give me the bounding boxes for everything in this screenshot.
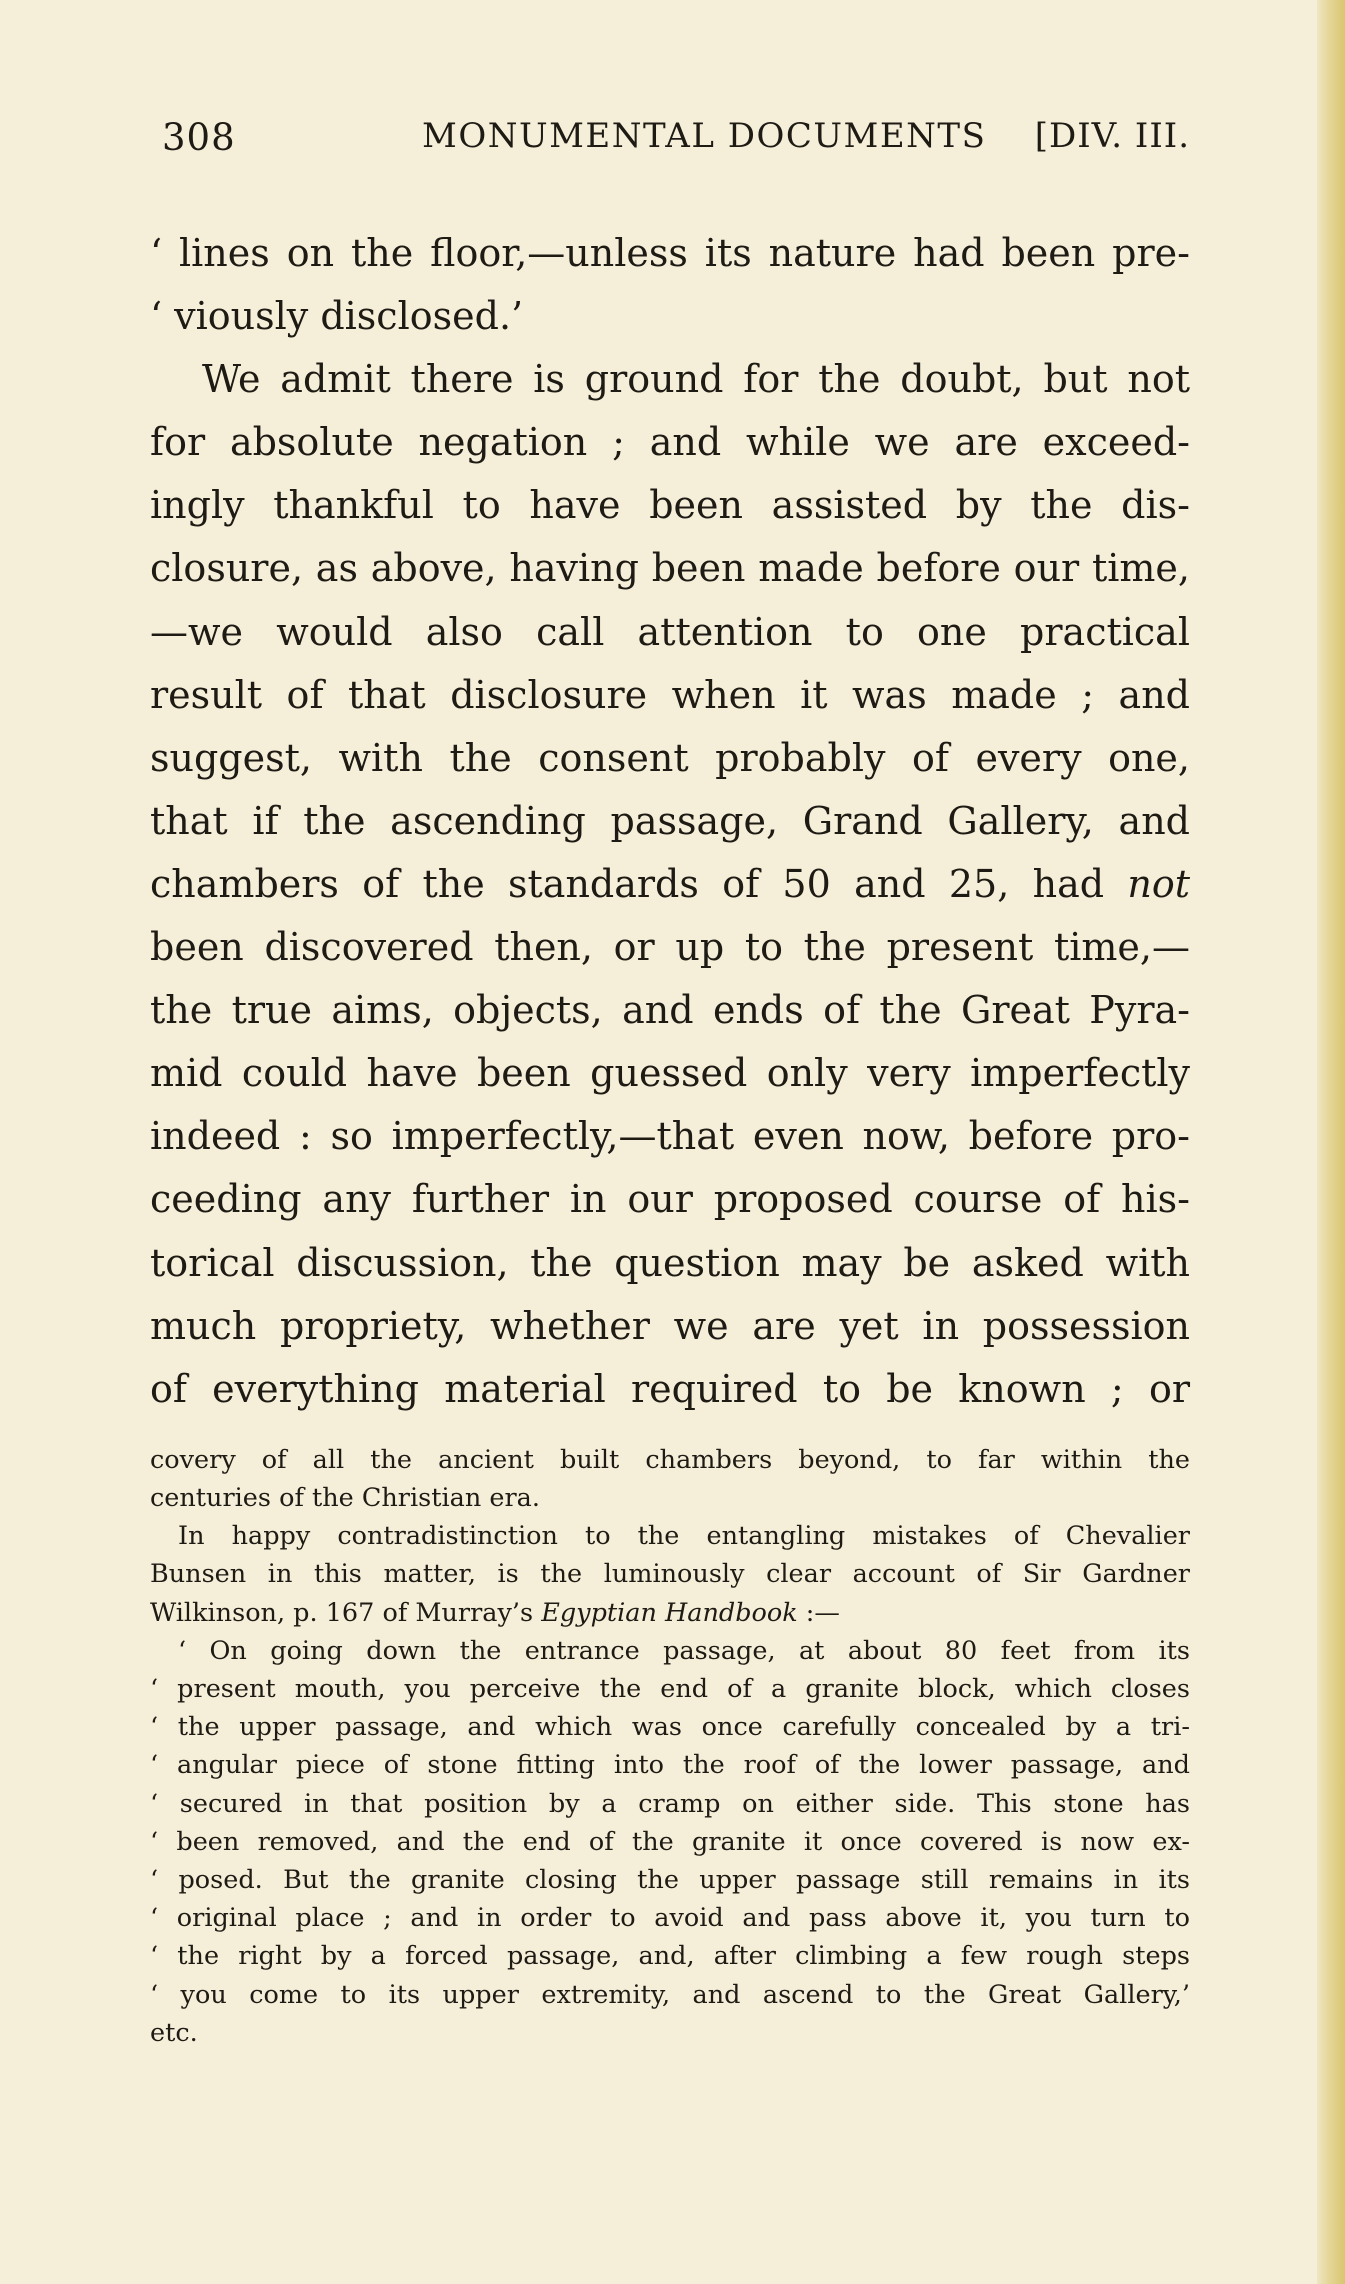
footnote-line-with-italic — [150, 1594, 1190, 1632]
text-line: suggest, with the consent probably of every one, — [150, 735, 1190, 780]
footnote-italic-title: Egyptian Handbook — [541, 1597, 798, 1628]
page-edge — [1317, 0, 1345, 2284]
footnote-line: ‘ On going down the entrance passage, at about 80 feet from its — [178, 1635, 1190, 1666]
footnote-line: etc. — [150, 2017, 198, 2048]
text-line: ‘ viously disclosed.’ — [150, 294, 524, 339]
text-line: torical discussion, the question may be asked with — [150, 1240, 1190, 1285]
footnote-line: ‘ present mouth, you perceive the end of a granite block, which closes — [150, 1674, 1190, 1704]
footnote-line: ‘ the upper passage, and which was once carefully concealed by a tri- — [150, 1712, 1190, 1743]
text-line: that if the ascending passage, Grand Gallery, and — [150, 798, 1190, 843]
footnote-segment-tail: :— — [797, 1597, 840, 1628]
footnote-line: ‘ secured in that position by a cramp on either side. This stone has — [150, 1788, 1190, 1819]
text-line: result of that disclosure when it was made ; and — [150, 672, 1190, 717]
footnote-line: ‘ been removed, and the end of the granite it once covered is now ex- — [150, 1826, 1190, 1857]
footnote-line: covery of all the ancient built chambers beyond, to far within the — [150, 1444, 1190, 1475]
italic-word: not — [1127, 861, 1190, 906]
text-line-with-italic — [150, 853, 1190, 916]
text-line: been discovered then, or up to the present time,— — [150, 925, 1190, 970]
text-line: for absolute negation ; and while we are exceed- — [150, 420, 1190, 465]
footnote-segment: Wilkinson, p. 167 of Murray’s — [150, 1597, 534, 1628]
running-head — [150, 100, 1190, 160]
footnote-line: In happy contradistinction to the entangling mistakes of Chevalier — [178, 1521, 1190, 1552]
text-line: mid could have been guessed only very imperfectly — [150, 1051, 1190, 1096]
footnote-line: ‘ you come to its upper extremity, and ascend to the Great Gallery,’ — [150, 1979, 1190, 2010]
text-line: ingly thankful to have been assisted by the dis- — [150, 483, 1190, 528]
text-line: We admit there is ground for the doubt, but not — [202, 357, 1190, 402]
text-line: much propriety, whether we are yet in possession — [150, 1303, 1190, 1348]
book-page — [150, 100, 1190, 2052]
main-text — [150, 222, 1190, 1421]
text-line: indeed : so imperfectly,—that even now, before pro- — [150, 1114, 1190, 1159]
division-label: [DIV. III. — [1034, 116, 1190, 156]
text-line: ceeding any further in our proposed course of his- — [150, 1177, 1190, 1222]
page-number: 308 — [162, 116, 236, 159]
text-line: closure, as above, having been made before our time, — [150, 546, 1190, 591]
footnote-line: ‘ the right by a forced passage, and, after climbing a few rough steps — [150, 1941, 1190, 1972]
text-segment: chambers of the standards of 50 and 25, had — [150, 861, 1105, 906]
text-line: ‘ lines on the floor,—unless its nature had been pre- — [150, 231, 1190, 275]
footnote-line: ‘ original place ; and in order to avoid and pass above it, you turn to — [150, 1903, 1190, 1934]
text-line: of everything material required to be known ; or — [150, 1366, 1190, 1411]
footnote-line: Bunsen in this matter, is the luminously clear account of Sir Gardner — [150, 1559, 1190, 1590]
text-line: —we would also call attention to one practical — [150, 609, 1190, 654]
footnote-line: ‘ angular piece of stone fitting into the roof of the lower passage, and — [150, 1750, 1190, 1781]
footnote-line: centuries of the Christian era. — [150, 1482, 540, 1513]
footnote-line: ‘ posed. But the granite closing the upper passage still remains in its — [150, 1865, 1190, 1896]
text-line: the true aims, objects, and ends of the Great Pyra- — [150, 988, 1190, 1033]
running-title: MONUMENTAL DOCUMENTS — [422, 116, 987, 156]
footnotes — [150, 1441, 1190, 2052]
